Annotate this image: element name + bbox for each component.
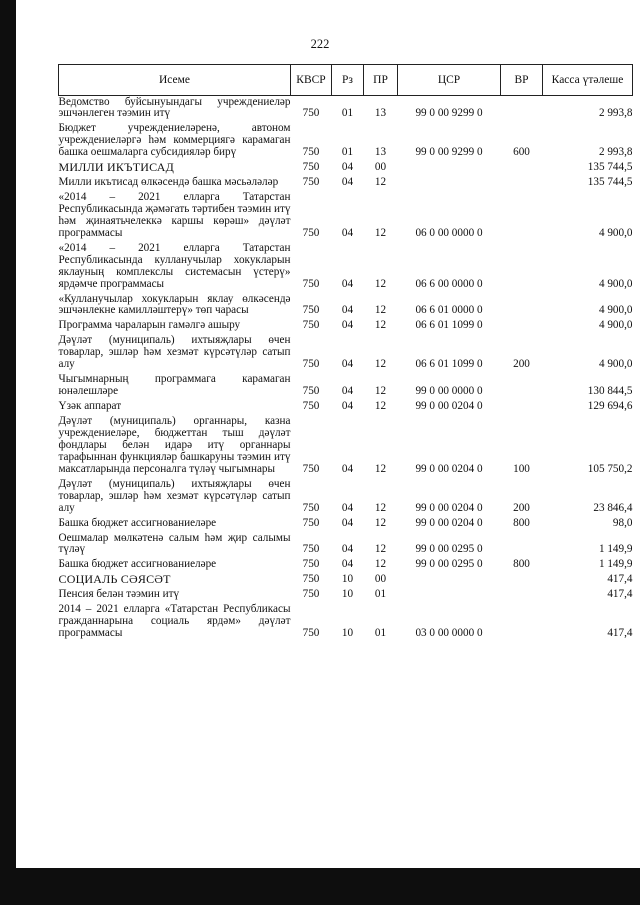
cell-csr: 06 6 01 0000 0 <box>415 304 483 317</box>
cell-name: Башка бюджет ассигнованиеләре <box>58 558 217 571</box>
cell-pr: 12 <box>374 516 387 529</box>
cell-kassa: 417,4 <box>607 573 633 586</box>
scan-bottom-edge <box>0 868 640 905</box>
table-row <box>59 372 633 399</box>
cell-name: Башка бюджет ассигнованиеләре <box>58 516 217 529</box>
cell-kvsr: 750 <box>302 543 320 556</box>
cell-pr: 12 <box>374 400 387 413</box>
table-row <box>59 333 633 372</box>
table-row <box>59 602 633 641</box>
cell-name: Пенсия белән тәэмин итү <box>58 588 180 601</box>
cell-vr <box>501 291 543 318</box>
cell-name: 2014 – 2021 елларга «Татарстан Республикасы гражданнарына социаль ярдәм» дәүләт программасы <box>58 603 291 640</box>
cell-vr: 800 <box>513 558 530 571</box>
cell-name: Чыгымнарның программага карамаган юнәлешләре <box>58 373 291 398</box>
cell-pr: 12 <box>374 226 387 239</box>
cell-vr <box>501 587 543 602</box>
table-row <box>59 477 633 516</box>
cell-rz: 04 <box>341 176 354 189</box>
cell-vr: 600 <box>513 146 530 159</box>
cell-vr <box>501 572 543 587</box>
table-row <box>59 530 633 557</box>
cell-csr <box>398 175 501 190</box>
cell-csr: 99 0 00 0295 0 <box>415 543 483 556</box>
cell-rz: 04 <box>341 501 354 514</box>
cell-kvsr: 750 <box>302 627 320 640</box>
cell-kvsr: 750 <box>302 277 320 290</box>
cell-vr <box>501 241 543 292</box>
cell-rz: 04 <box>341 277 354 290</box>
cell-vr <box>501 399 543 414</box>
cell-kvsr: 750 <box>302 304 320 317</box>
cell-kassa: 129 694,6 <box>587 400 633 413</box>
cell-csr: 99 0 00 0204 0 <box>415 516 483 529</box>
cell-csr: 99 0 00 0204 0 <box>415 462 483 475</box>
cell-kvsr: 750 <box>302 176 320 189</box>
cell-pr: 00 <box>374 573 387 586</box>
cell-pr: 01 <box>374 627 387 640</box>
table-row <box>59 96 633 122</box>
cell-rz: 04 <box>341 304 354 317</box>
cell-name: Милли икътисад өлкәсендә башка мәсьәләләр <box>58 176 279 189</box>
cell-rz: 04 <box>341 161 354 174</box>
cell-name: Дәүләт (муниципаль) ихтыяҗлары өчен товарлар, эшләр һәм хезмәт күрсәтүләр сатып алу <box>58 334 291 371</box>
cell-csr: 06 6 00 0000 0 <box>415 277 483 290</box>
cell-name: «2014 – 2021 елларга Татарстан Республикасында кулланучылар хокукларын яклауның комплекслы системасын үстерү» ярдәмче программасы <box>58 241 291 290</box>
cell-vr <box>501 372 543 399</box>
cell-kvsr: 750 <box>302 400 320 413</box>
table-row <box>59 241 633 292</box>
cell-kassa: 4 900,0 <box>598 304 633 317</box>
table-row <box>59 121 633 160</box>
cell-pr: 01 <box>374 588 387 601</box>
cell-rz: 10 <box>341 588 354 601</box>
cell-pr: 12 <box>374 462 387 475</box>
cell-csr <box>398 572 501 587</box>
cell-pr: 12 <box>374 385 387 398</box>
table-row <box>59 414 633 477</box>
cell-csr: 99 0 00 9299 0 <box>415 107 483 120</box>
cell-pr: 12 <box>374 358 387 371</box>
table-row <box>59 318 633 333</box>
table-body <box>59 96 633 641</box>
cell-rz: 04 <box>341 358 354 371</box>
cell-name: «2014 – 2021 елларга Татарстан Республикасында җәмәгать тәртибен тәэмин итү һәм җинаятьчелеккә каршы көрәш» дәүләт программасы <box>58 191 291 239</box>
cell-csr: 99 0 00 0000 0 <box>415 385 483 398</box>
header-vr: ВР <box>501 65 543 96</box>
cell-rz: 04 <box>341 226 354 239</box>
table-row <box>59 399 633 414</box>
cell-csr: 99 0 00 0204 0 <box>415 501 483 514</box>
table-row <box>59 175 633 190</box>
cell-rz: 04 <box>341 462 354 475</box>
cell-kassa: 130 844,5 <box>587 385 633 398</box>
cell-vr <box>501 190 543 241</box>
table-row <box>59 160 633 175</box>
cell-kvsr: 750 <box>302 107 320 120</box>
cell-kvsr: 750 <box>302 358 320 371</box>
cell-rz: 04 <box>341 558 354 571</box>
cell-pr: 12 <box>374 277 387 290</box>
cell-csr: 99 0 00 9299 0 <box>415 146 483 159</box>
cell-name: СОЦИАЛЬ СӘЯСӘТ <box>58 572 171 587</box>
cell-kassa: 105 750,2 <box>587 462 633 475</box>
header-kassa: Касса үтәлеше <box>543 65 633 96</box>
cell-kassa: 1 149,9 <box>598 558 633 571</box>
table-header-row <box>59 65 633 96</box>
table-row <box>59 190 633 241</box>
cell-kassa: 23 846,4 <box>593 501 633 514</box>
cell-pr: 13 <box>374 107 387 120</box>
cell-pr: 12 <box>374 304 387 317</box>
cell-rz: 04 <box>341 319 354 332</box>
cell-vr <box>501 160 543 175</box>
cell-rz: 10 <box>341 627 354 640</box>
cell-kvsr: 750 <box>302 588 320 601</box>
cell-csr <box>398 587 501 602</box>
budget-table <box>58 64 633 641</box>
cell-rz: 04 <box>341 385 354 398</box>
cell-name: Программа чараларын гамәлгә ашыру <box>58 319 241 332</box>
cell-name: Оешмалар мөлкәтенә салым һәм җир салымы түләү <box>58 531 291 556</box>
cell-rz: 10 <box>341 573 354 586</box>
table-row <box>59 587 633 602</box>
cell-csr: 06 6 01 1099 0 <box>415 358 483 371</box>
header-csr: ЦСР <box>398 65 501 96</box>
cell-kassa: 4 900,0 <box>598 277 633 290</box>
cell-vr <box>501 530 543 557</box>
cell-vr: 800 <box>513 516 530 529</box>
cell-rz: 01 <box>341 146 354 159</box>
cell-kvsr: 750 <box>302 501 320 514</box>
cell-vr <box>501 602 543 641</box>
cell-csr: 06 0 00 0000 0 <box>415 226 483 239</box>
cell-vr: 200 <box>513 501 530 514</box>
cell-kvsr: 750 <box>302 516 320 529</box>
cell-pr: 12 <box>374 319 387 332</box>
cell-csr: 99 0 00 0204 0 <box>415 400 483 413</box>
cell-kassa: 135 744,5 <box>587 161 633 174</box>
cell-csr: 99 0 00 0295 0 <box>415 558 483 571</box>
cell-pr: 12 <box>374 543 387 556</box>
cell-csr <box>398 160 501 175</box>
header-name: Исеме <box>59 65 291 96</box>
cell-kvsr: 750 <box>302 573 320 586</box>
cell-rz: 01 <box>341 107 354 120</box>
cell-name: Үзәк аппарат <box>58 400 122 413</box>
cell-vr <box>501 175 543 190</box>
cell-kvsr: 750 <box>302 146 320 159</box>
cell-kassa: 2 993,8 <box>598 107 633 120</box>
table-row <box>59 572 633 587</box>
cell-kvsr: 750 <box>302 385 320 398</box>
cell-vr: 200 <box>513 358 530 371</box>
cell-name: Дәүләт (муниципаль) ихтыяҗлары өчен товарлар, эшләр һәм хезмәт күрсәтүләр сатып алу <box>58 477 291 514</box>
table-row <box>59 515 633 530</box>
cell-kassa: 417,4 <box>607 588 633 601</box>
cell-pr: 12 <box>374 558 387 571</box>
cell-pr: 00 <box>374 161 387 174</box>
cell-kassa: 2 993,8 <box>598 146 633 159</box>
cell-name: Дәүләт (муниципаль) органнары, казна учреждениеләре, бюджеттан тыш дәүләт фондлары белән идарә итү органнары тарафыннан функцияләр башкаруны тәэмин итү максатларында персоналга түләү чыгымнары <box>58 415 291 475</box>
table-row <box>59 557 633 572</box>
cell-name: Бюджет учреждениеләренә, автоном учреждениеләргә һәм коммерциягә карамаган башка оешмаларга субсидияләр бирү <box>58 122 291 159</box>
cell-csr: 06 6 01 1099 0 <box>415 319 483 332</box>
cell-rz: 04 <box>341 400 354 413</box>
cell-csr: 03 0 00 0000 0 <box>415 627 483 640</box>
cell-kassa: 4 900,0 <box>598 226 633 239</box>
scan-left-edge <box>0 0 16 905</box>
cell-kassa: 135 744,5 <box>587 176 633 189</box>
cell-kvsr: 750 <box>302 558 320 571</box>
cell-kassa: 4 900,0 <box>598 319 633 332</box>
header-pr: ПР <box>364 65 398 96</box>
cell-kassa: 1 149,9 <box>598 543 633 556</box>
cell-kvsr: 750 <box>302 226 320 239</box>
cell-pr: 12 <box>374 176 387 189</box>
cell-kvsr: 750 <box>302 161 320 174</box>
cell-pr: 12 <box>374 501 387 514</box>
cell-kvsr: 750 <box>302 319 320 332</box>
cell-pr: 13 <box>374 146 387 159</box>
cell-name: «Кулланучылар хокукларын яклау өлкәсендә эшчәнлекне камилләштерү» төп чарасы <box>58 292 291 317</box>
cell-kassa: 4 900,0 <box>598 358 633 371</box>
cell-rz: 04 <box>341 543 354 556</box>
cell-name: МИЛЛИ ИКЪТИСАД <box>58 160 174 175</box>
page-number: 222 <box>310 37 330 51</box>
cell-rz: 04 <box>341 516 354 529</box>
table-row <box>59 291 633 318</box>
cell-vr <box>501 318 543 333</box>
header-rz: Рз <box>332 65 364 96</box>
cell-kassa: 98,0 <box>612 516 633 529</box>
cell-kvsr: 750 <box>302 462 320 475</box>
cell-name: Ведомство буйсынуындагы учреждениеләр эшчәнлеген тәэмин итү <box>58 95 291 120</box>
cell-kassa: 417,4 <box>607 627 633 640</box>
cell-vr <box>501 96 543 122</box>
cell-vr: 100 <box>513 462 530 475</box>
header-kvsr: КВСР <box>291 65 332 96</box>
